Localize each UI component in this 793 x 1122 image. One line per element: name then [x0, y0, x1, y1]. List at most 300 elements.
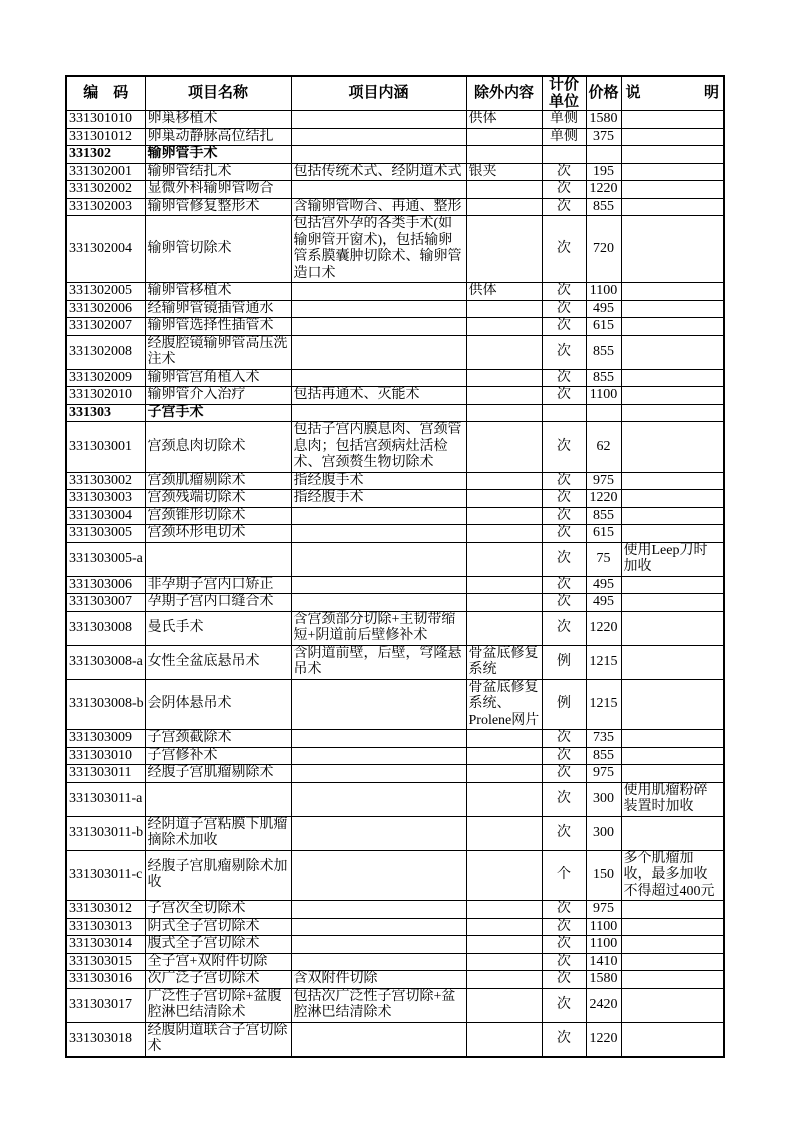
section-row — [66, 404, 724, 422]
cell-exclude: 银夹 — [466, 163, 542, 181]
cell-content — [291, 816, 466, 850]
cell-exclude — [466, 146, 542, 164]
cell-unit: 次 — [542, 816, 586, 850]
cell-code: 331302001 — [66, 163, 145, 181]
cell-code: 331302009 — [66, 369, 145, 387]
cell-unit: 次 — [542, 542, 586, 576]
header-note-left: 说 — [625, 85, 641, 102]
header-price: 价格 — [586, 76, 621, 111]
cell-note — [621, 816, 724, 850]
cell-exclude — [466, 953, 542, 971]
cell-name: 腹式全子宫切除术 — [145, 936, 291, 954]
section-row — [66, 146, 724, 164]
cell-content: 指经腹手术 — [291, 472, 466, 490]
cell-exclude — [466, 1022, 542, 1057]
cell-note — [621, 918, 724, 936]
cell-note — [621, 472, 724, 490]
cell-exclude — [466, 216, 542, 283]
cell-unit: 例 — [542, 645, 586, 679]
cell-exclude — [466, 507, 542, 525]
cell-code: 331302002 — [66, 181, 145, 199]
cell-name: 会阴体悬吊术 — [145, 679, 291, 730]
cell-price: 1220 — [586, 181, 621, 199]
cell-price: 855 — [586, 507, 621, 525]
cell-exclude: 供体 — [466, 283, 542, 301]
cell-content — [291, 850, 466, 901]
cell-exclude — [466, 971, 542, 989]
cell-unit: 次 — [542, 300, 586, 318]
cell-code: 331303 — [66, 404, 145, 422]
cell-code: 331302007 — [66, 318, 145, 336]
cell-content: 指经腹手术 — [291, 490, 466, 508]
table-row — [66, 335, 724, 369]
cell-unit: 次 — [542, 472, 586, 490]
cell-exclude — [466, 747, 542, 765]
cell-exclude — [466, 318, 542, 336]
cell-unit: 次 — [542, 988, 586, 1022]
cell-content — [291, 936, 466, 954]
cell-unit: 次 — [542, 576, 586, 594]
cell-name: 曼氏手术 — [145, 611, 291, 645]
table-row — [66, 111, 724, 129]
cell-note — [621, 422, 724, 473]
cell-content: 包括宫外孕的各类手术(如输卵管开窗术)，包括输卵管系膜囊肿切除术、输卵管造口术 — [291, 216, 466, 283]
table-row — [66, 645, 724, 679]
cell-code: 331303005-a — [66, 542, 145, 576]
table-row — [66, 525, 724, 543]
cell-note — [621, 283, 724, 301]
cell-content — [291, 318, 466, 336]
cell-content — [291, 918, 466, 936]
cell-unit: 次 — [542, 594, 586, 612]
cell-exclude: 骨盆底修复系统 — [466, 645, 542, 679]
header-note-inner — [624, 85, 722, 102]
table-row — [66, 747, 724, 765]
cell-code: 331303011 — [66, 765, 145, 783]
cell-code: 331303007 — [66, 594, 145, 612]
cell-code: 331303016 — [66, 971, 145, 989]
cell-price: 1220 — [586, 490, 621, 508]
cell-price: 855 — [586, 747, 621, 765]
table-row — [66, 369, 724, 387]
cell-code: 331302005 — [66, 283, 145, 301]
table-row — [66, 901, 724, 919]
cell-unit: 次 — [542, 507, 586, 525]
cell-exclude — [466, 404, 542, 422]
cell-price: 1580 — [586, 111, 621, 129]
cell-note — [621, 507, 724, 525]
cell-content: 包括子宫内膜息肉、宫颈管息肉；包括宫颈病灶活检术、宫颈赘生物切除术 — [291, 422, 466, 473]
cell-content — [291, 181, 466, 199]
cell-code: 331303011-b — [66, 816, 145, 850]
cell-exclude — [466, 525, 542, 543]
table-row — [66, 988, 724, 1022]
cell-exclude: 供体 — [466, 111, 542, 129]
header-content: 项目内涵 — [291, 76, 466, 111]
cell-note — [621, 387, 724, 405]
cell-exclude — [466, 988, 542, 1022]
cell-note — [621, 216, 724, 283]
header-unit: 计价单位 — [542, 76, 586, 111]
cell-price: 1410 — [586, 953, 621, 971]
cell-code: 331303004 — [66, 507, 145, 525]
cell-unit: 次 — [542, 335, 586, 369]
cell-code: 331302003 — [66, 198, 145, 216]
table-row — [66, 283, 724, 301]
cell-note — [621, 611, 724, 645]
cell-code: 331303017 — [66, 988, 145, 1022]
cell-price: 1100 — [586, 918, 621, 936]
table-row — [66, 542, 724, 576]
table-row — [66, 490, 724, 508]
cell-note — [621, 198, 724, 216]
cell-note — [621, 953, 724, 971]
cell-price: 1580 — [586, 971, 621, 989]
cell-unit: 次 — [542, 730, 586, 748]
cell-exclude — [466, 782, 542, 816]
cell-exclude — [466, 594, 542, 612]
table-row — [66, 816, 724, 850]
cell-code: 331303001 — [66, 422, 145, 473]
cell-name: 子宫手术 — [145, 404, 291, 422]
cell-unit: 次 — [542, 369, 586, 387]
cell-price — [586, 146, 621, 164]
cell-name: 经阴道子宫粘膜下肌瘤摘除术加收 — [145, 816, 291, 850]
table-row — [66, 576, 724, 594]
cell-content — [291, 146, 466, 164]
cell-note — [621, 645, 724, 679]
cell-exclude — [466, 901, 542, 919]
cell-code: 331302 — [66, 146, 145, 164]
cell-note — [621, 318, 724, 336]
cell-code: 331302010 — [66, 387, 145, 405]
cell-exclude — [466, 369, 542, 387]
table-row — [66, 128, 724, 146]
cell-unit: 次 — [542, 318, 586, 336]
cell-note — [621, 1022, 724, 1057]
cell-unit: 次 — [542, 181, 586, 199]
cell-exclude — [466, 300, 542, 318]
cell-note — [621, 576, 724, 594]
cell-name: 经腹子宫肌瘤剔除术 — [145, 765, 291, 783]
cell-content — [291, 335, 466, 369]
table-row — [66, 971, 724, 989]
cell-price: 975 — [586, 901, 621, 919]
cell-price: 1215 — [586, 679, 621, 730]
header-row — [66, 76, 724, 111]
cell-content — [291, 730, 466, 748]
cell-name: 广泛性子宫切除+盆腹腔淋巴结清除术 — [145, 988, 291, 1022]
cell-exclude — [466, 198, 542, 216]
cell-name: 宫颈肌瘤剔除术 — [145, 472, 291, 490]
cell-price: 300 — [586, 816, 621, 850]
cell-content — [291, 576, 466, 594]
header-name: 项目名称 — [145, 76, 291, 111]
cell-name: 宫颈残端切除术 — [145, 490, 291, 508]
cell-exclude — [466, 816, 542, 850]
cell-note — [621, 335, 724, 369]
cell-code: 331303010 — [66, 747, 145, 765]
cell-name: 女性全盆底悬吊术 — [145, 645, 291, 679]
cell-content — [291, 300, 466, 318]
cell-content — [291, 901, 466, 919]
cell-unit: 次 — [542, 782, 586, 816]
cell-note — [621, 490, 724, 508]
cell-price: 615 — [586, 525, 621, 543]
cell-exclude — [466, 542, 542, 576]
cell-note — [621, 300, 724, 318]
cell-unit: 次 — [542, 1022, 586, 1057]
cell-content — [291, 542, 466, 576]
table-body — [66, 111, 724, 1057]
cell-name: 输卵管宫角植入术 — [145, 369, 291, 387]
cell-note — [621, 901, 724, 919]
cell-content: 含阴道前壁，后壁，穹隆悬吊术 — [291, 645, 466, 679]
cell-unit: 次 — [542, 901, 586, 919]
cell-unit — [542, 404, 586, 422]
cell-name: 输卵管手术 — [145, 146, 291, 164]
table-row — [66, 765, 724, 783]
cell-name: 输卵管介入治疗 — [145, 387, 291, 405]
table-row — [66, 472, 724, 490]
table-row — [66, 163, 724, 181]
cell-code: 331301010 — [66, 111, 145, 129]
cell-name: 输卵管结扎术 — [145, 163, 291, 181]
cell-price: 855 — [586, 335, 621, 369]
cell-name: 宫颈息肉切除术 — [145, 422, 291, 473]
cell-exclude — [466, 387, 542, 405]
cell-exclude — [466, 128, 542, 146]
cell-content — [291, 1022, 466, 1057]
cell-exclude — [466, 181, 542, 199]
table-row — [66, 679, 724, 730]
cell-name: 子宫修补术 — [145, 747, 291, 765]
table-row — [66, 730, 724, 748]
cell-exclude — [466, 765, 542, 783]
cell-code: 331303015 — [66, 953, 145, 971]
cell-note — [621, 730, 724, 748]
cell-name: 宫颈环形电切术 — [145, 525, 291, 543]
cell-unit: 次 — [542, 198, 586, 216]
cell-price: 495 — [586, 576, 621, 594]
cell-content: 含输卵管吻合、再通、整形 — [291, 198, 466, 216]
cell-price: 75 — [586, 542, 621, 576]
cell-exclude — [466, 611, 542, 645]
cell-content: 包括传统术式、经阴道术式 — [291, 163, 466, 181]
cell-content — [291, 128, 466, 146]
cell-content: 包括次广泛性子宫切除+盆腔淋巴结清除术 — [291, 988, 466, 1022]
cell-unit: 例 — [542, 679, 586, 730]
cell-note: 多个肌瘤加收，最多加收不得超过400元 — [621, 850, 724, 901]
cell-price: 1220 — [586, 1022, 621, 1057]
cell-name: 显微外科输卵管吻合 — [145, 181, 291, 199]
cell-code: 331303011-a — [66, 782, 145, 816]
cell-note — [621, 128, 724, 146]
cell-price: 2420 — [586, 988, 621, 1022]
cell-name: 非孕期子宫内口矫正 — [145, 576, 291, 594]
cell-unit: 次 — [542, 936, 586, 954]
cell-price: 855 — [586, 369, 621, 387]
cell-unit: 单侧 — [542, 111, 586, 129]
cell-code: 331303012 — [66, 901, 145, 919]
cell-name: 经腹阴道联合子宫切除术 — [145, 1022, 291, 1057]
table-row — [66, 198, 724, 216]
cell-unit: 次 — [542, 953, 586, 971]
cell-note — [621, 146, 724, 164]
cell-price: 495 — [586, 594, 621, 612]
cell-note: 使用肌瘤粉碎装置时加收 — [621, 782, 724, 816]
cell-code: 331303006 — [66, 576, 145, 594]
cell-unit: 次 — [542, 216, 586, 283]
cell-code: 331302008 — [66, 335, 145, 369]
cell-price: 150 — [586, 850, 621, 901]
cell-note — [621, 747, 724, 765]
cell-price: 975 — [586, 472, 621, 490]
cell-note — [621, 936, 724, 954]
cell-note — [621, 594, 724, 612]
cell-note — [621, 163, 724, 181]
table-row — [66, 1022, 724, 1057]
cell-name: 次广泛子宫切除术 — [145, 971, 291, 989]
cell-content — [291, 283, 466, 301]
cell-content — [291, 369, 466, 387]
cell-code: 331303013 — [66, 918, 145, 936]
cell-price: 195 — [586, 163, 621, 181]
cell-code: 331303009 — [66, 730, 145, 748]
cell-code: 331302004 — [66, 216, 145, 283]
cell-price: 1100 — [586, 283, 621, 301]
cell-unit: 次 — [542, 765, 586, 783]
cell-name: 卵巢动静脉高位结扎 — [145, 128, 291, 146]
cell-unit: 次 — [542, 971, 586, 989]
cell-content — [291, 404, 466, 422]
cell-price: 720 — [586, 216, 621, 283]
cell-unit — [542, 146, 586, 164]
table-row — [66, 216, 724, 283]
cell-note — [621, 181, 724, 199]
cell-unit: 次 — [542, 611, 586, 645]
cell-price: 855 — [586, 198, 621, 216]
cell-name: 输卵管移植术 — [145, 283, 291, 301]
cell-name: 输卵管切除术 — [145, 216, 291, 283]
cell-content — [291, 765, 466, 783]
cell-name: 全子宫+双附件切除 — [145, 953, 291, 971]
table-row — [66, 782, 724, 816]
table-row — [66, 318, 724, 336]
cell-name: 经输卵管镜插管通水 — [145, 300, 291, 318]
cell-code: 331303008-a — [66, 645, 145, 679]
header-code: 编 码 — [66, 76, 145, 111]
price-table — [65, 75, 725, 1058]
cell-unit: 次 — [542, 283, 586, 301]
cell-code: 331303005 — [66, 525, 145, 543]
cell-price: 375 — [586, 128, 621, 146]
cell-price: 62 — [586, 422, 621, 473]
cell-exclude — [466, 576, 542, 594]
cell-price — [586, 404, 621, 422]
cell-note — [621, 679, 724, 730]
cell-price: 975 — [586, 765, 621, 783]
cell-content — [291, 525, 466, 543]
cell-content: 包括再通术、灭能术 — [291, 387, 466, 405]
table-row — [66, 422, 724, 473]
cell-note — [621, 369, 724, 387]
cell-note — [621, 525, 724, 543]
cell-code: 331302006 — [66, 300, 145, 318]
cell-content — [291, 507, 466, 525]
cell-content — [291, 782, 466, 816]
cell-note: 使用Leep刀时加收 — [621, 542, 724, 576]
cell-name: 卵巢移植术 — [145, 111, 291, 129]
cell-unit: 次 — [542, 747, 586, 765]
header-note — [621, 76, 724, 111]
table-row — [66, 936, 724, 954]
table-row — [66, 387, 724, 405]
cell-price: 1100 — [586, 936, 621, 954]
cell-name: 输卵管选择性插管术 — [145, 318, 291, 336]
cell-name: 子宫次全切除术 — [145, 901, 291, 919]
cell-code: 331301012 — [66, 128, 145, 146]
cell-name — [145, 782, 291, 816]
cell-code: 331303003 — [66, 490, 145, 508]
cell-content — [291, 679, 466, 730]
table-row — [66, 594, 724, 612]
cell-code: 331303002 — [66, 472, 145, 490]
table-row — [66, 850, 724, 901]
cell-price: 1220 — [586, 611, 621, 645]
table-row — [66, 611, 724, 645]
cell-unit: 次 — [542, 163, 586, 181]
cell-exclude: 骨盆底修复系统、Prolene网片 — [466, 679, 542, 730]
cell-exclude — [466, 850, 542, 901]
cell-price: 1100 — [586, 387, 621, 405]
cell-content: 含双附件切除 — [291, 971, 466, 989]
cell-unit: 次 — [542, 422, 586, 473]
cell-unit: 单侧 — [542, 128, 586, 146]
cell-name: 输卵管修复整形术 — [145, 198, 291, 216]
cell-note — [621, 971, 724, 989]
cell-exclude — [466, 918, 542, 936]
cell-exclude — [466, 936, 542, 954]
cell-unit: 次 — [542, 387, 586, 405]
cell-note — [621, 404, 724, 422]
header-exclude: 除外内容 — [466, 76, 542, 111]
cell-price: 615 — [586, 318, 621, 336]
header-note-right: 明 — [703, 85, 719, 102]
table-row — [66, 953, 724, 971]
table-row — [66, 300, 724, 318]
cell-note — [621, 988, 724, 1022]
cell-name: 经腹子宫肌瘤剔除术加收 — [145, 850, 291, 901]
table-row — [66, 918, 724, 936]
cell-content — [291, 747, 466, 765]
cell-note — [621, 765, 724, 783]
cell-name — [145, 542, 291, 576]
cell-exclude — [466, 472, 542, 490]
cell-exclude — [466, 490, 542, 508]
cell-content — [291, 111, 466, 129]
cell-name: 阴式全子宫切除术 — [145, 918, 291, 936]
cell-code: 331303018 — [66, 1022, 145, 1057]
cell-exclude — [466, 730, 542, 748]
table-row — [66, 181, 724, 199]
cell-code: 331303011-c — [66, 850, 145, 901]
cell-price: 1215 — [586, 645, 621, 679]
cell-note — [621, 111, 724, 129]
cell-name: 孕期子宫内口缝合术 — [145, 594, 291, 612]
cell-name: 宫颈锥形切除术 — [145, 507, 291, 525]
cell-code: 331303008-b — [66, 679, 145, 730]
